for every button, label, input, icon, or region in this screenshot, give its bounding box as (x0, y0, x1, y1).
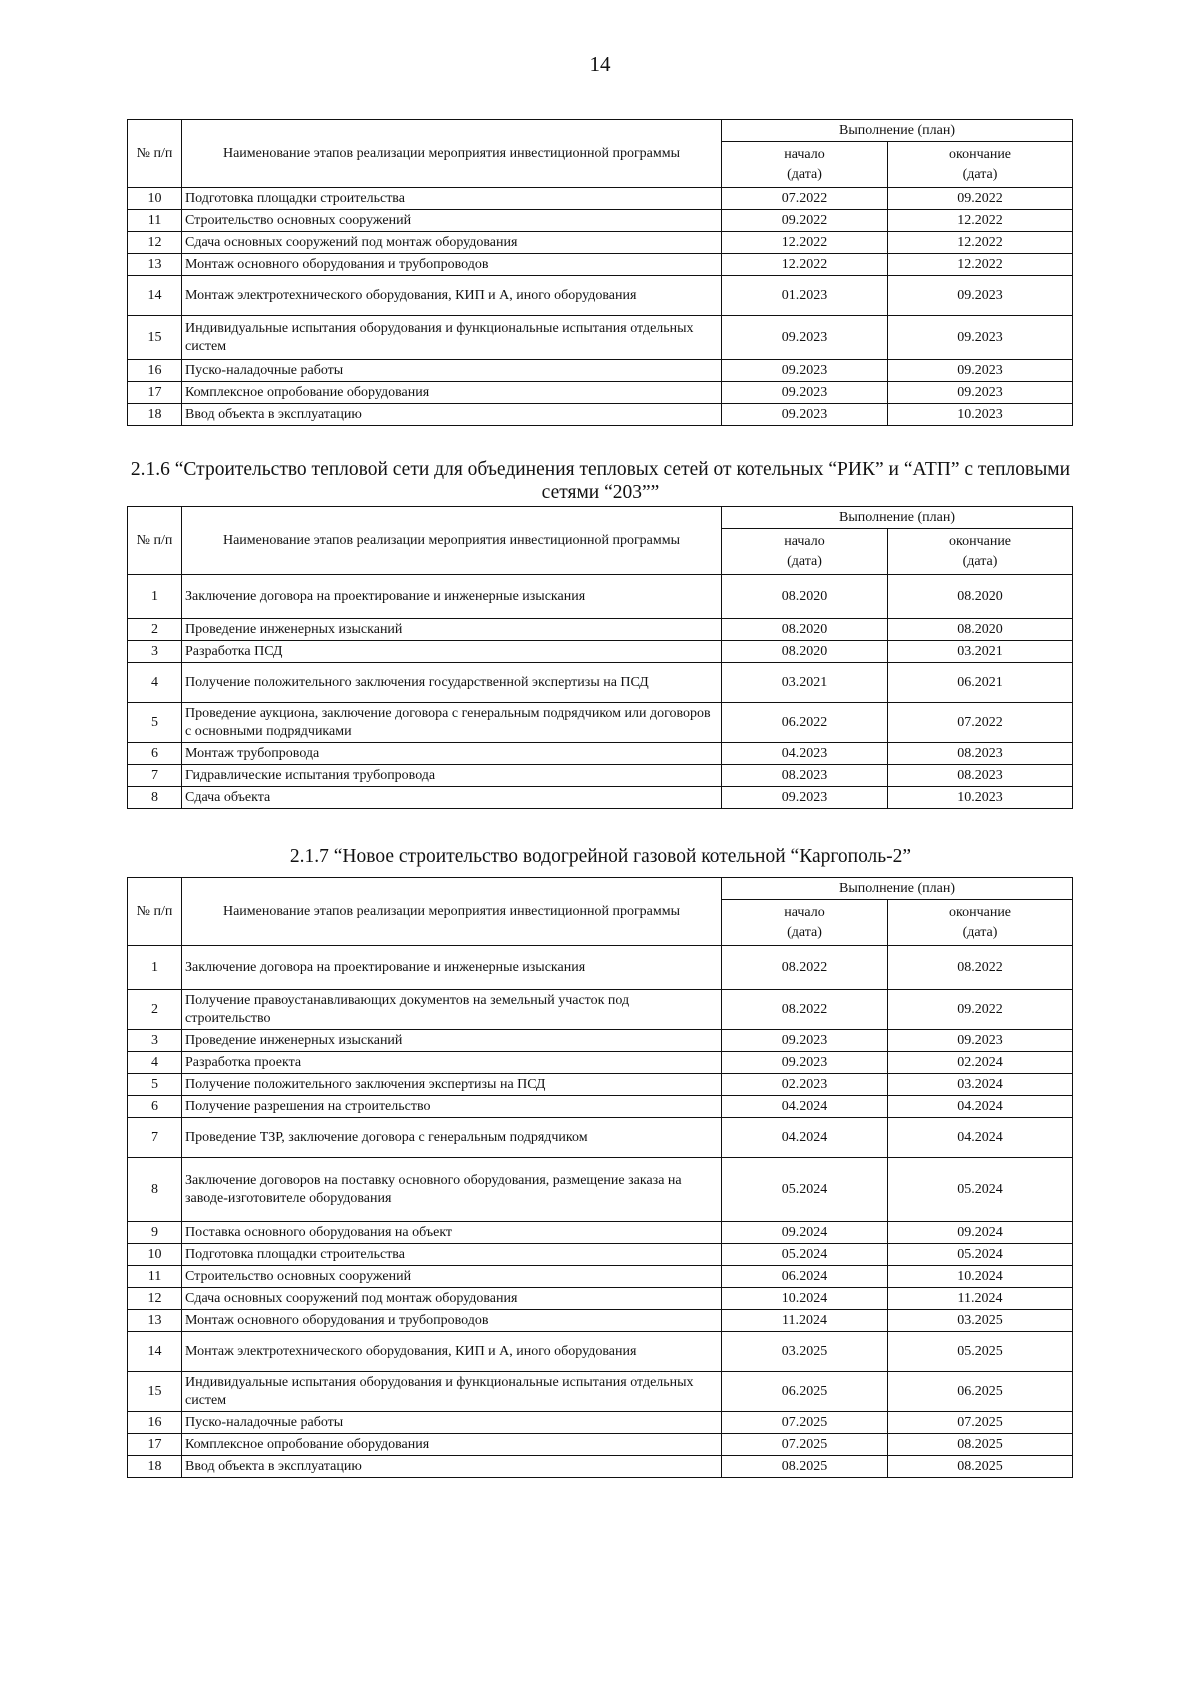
stage-name: Разработка ПСД (182, 641, 722, 663)
start-date: 09.2023 (722, 1030, 888, 1052)
row-number: 1 (128, 575, 182, 619)
end-date: 08.2020 (888, 575, 1073, 619)
stage-name: Комплексное опробование оборудования (182, 382, 722, 404)
col-start-header (722, 529, 888, 575)
end-date: 12.2022 (888, 232, 1073, 254)
table-row (128, 232, 1073, 254)
col-execution-header: Выполнение (план) (722, 878, 1073, 900)
start-date: 08.2023 (722, 765, 888, 787)
table-row (128, 360, 1073, 382)
table-row (128, 1030, 1073, 1052)
table-row (128, 1412, 1073, 1434)
end-date: 08.2022 (888, 946, 1073, 990)
start-date: 09.2023 (722, 360, 888, 382)
end-date: 06.2021 (888, 663, 1073, 703)
end-date: 11.2024 (888, 1288, 1073, 1310)
start-date: 07.2022 (722, 188, 888, 210)
table-row (128, 254, 1073, 276)
end-date: 10.2024 (888, 1266, 1073, 1288)
start-date: 03.2021 (722, 663, 888, 703)
end-date: 09.2024 (888, 1222, 1073, 1244)
col-start-label: начало (784, 533, 825, 549)
start-date: 02.2023 (722, 1074, 888, 1096)
start-date: 08.2025 (722, 1456, 888, 1478)
stage-name: Разработка проекта (182, 1052, 722, 1074)
end-date: 06.2025 (888, 1372, 1073, 1412)
table-row (128, 276, 1073, 316)
start-date: 04.2024 (722, 1096, 888, 1118)
table-row (128, 1456, 1073, 1478)
row-number: 13 (128, 1310, 182, 1332)
row-number: 11 (128, 1266, 182, 1288)
col-end-header (888, 900, 1073, 946)
stage-name: Индивидуальные испытания оборудования и функциональные испытания отдельных систем (182, 1372, 722, 1412)
table-row (128, 1266, 1073, 1288)
stage-name: Индивидуальные испытания оборудования и функциональные испытания отдельных систем (182, 316, 722, 360)
stage-name: Подготовка площадки строительства (182, 1244, 722, 1266)
stage-name: Монтаж электротехнического оборудования, КИП и А, иного оборудования (182, 276, 722, 316)
stage-name: Строительство основных сооружений (182, 210, 722, 232)
row-number: 15 (128, 316, 182, 360)
col-num-header: № п/п (128, 507, 182, 575)
start-date: 08.2022 (722, 946, 888, 990)
stage-name: Монтаж трубопровода (182, 743, 722, 765)
row-number: 4 (128, 663, 182, 703)
row-number: 17 (128, 1434, 182, 1456)
table-row (128, 404, 1073, 426)
row-number: 16 (128, 360, 182, 382)
col-start-header (722, 142, 888, 188)
row-number: 13 (128, 254, 182, 276)
start-date: 12.2022 (722, 232, 888, 254)
table-row (128, 575, 1073, 619)
end-date: 08.2020 (888, 619, 1073, 641)
stage-name: Комплексное опробование оборудования (182, 1434, 722, 1456)
col-num-header: № п/п (128, 878, 182, 946)
start-date: 09.2022 (722, 210, 888, 232)
end-date: 10.2023 (888, 787, 1073, 809)
col-start-header (722, 900, 888, 946)
start-date: 08.2020 (722, 619, 888, 641)
end-date: 07.2022 (888, 703, 1073, 743)
start-date: 04.2024 (722, 1118, 888, 1158)
stage-name: Заключение договора на проектирование и инженерные изыскания (182, 946, 722, 990)
stage-name: Пуско-наладочные работы (182, 360, 722, 382)
start-date: 07.2025 (722, 1412, 888, 1434)
end-date: 09.2023 (888, 1030, 1073, 1052)
table-row (128, 1118, 1073, 1158)
table-row (128, 1310, 1073, 1332)
col-start-unit: (дата) (787, 924, 822, 940)
row-number: 9 (128, 1222, 182, 1244)
table-row (128, 382, 1073, 404)
stage-name: Проведение инженерных изысканий (182, 1030, 722, 1052)
table-row (128, 1372, 1073, 1412)
stage-name: Сдача объекта (182, 787, 722, 809)
end-date: 08.2023 (888, 743, 1073, 765)
start-date: 09.2023 (722, 382, 888, 404)
stage-name: Проведение ТЗР, заключение договора с генеральным подрядчиком (182, 1118, 722, 1158)
col-execution-header: Выполнение (план) (722, 507, 1073, 529)
table-row (128, 188, 1073, 210)
row-number: 10 (128, 1244, 182, 1266)
end-date: 09.2022 (888, 990, 1073, 1030)
end-date: 12.2022 (888, 254, 1073, 276)
stage-name: Ввод объекта в эксплуатацию (182, 1456, 722, 1478)
table-row (128, 787, 1073, 809)
col-name-header: Наименование этапов реализации мероприятия инвестиционной программы (182, 507, 722, 575)
schedule-table-2-1-6 (127, 506, 1073, 809)
col-end-header (888, 142, 1073, 188)
start-date: 05.2024 (722, 1158, 888, 1222)
col-execution-header: Выполнение (план) (722, 120, 1073, 142)
schedule-table-continued (127, 119, 1073, 426)
table-row (128, 1434, 1073, 1456)
start-date: 08.2022 (722, 990, 888, 1030)
row-number: 15 (128, 1372, 182, 1412)
col-start-unit: (дата) (787, 553, 822, 569)
row-number: 14 (128, 1332, 182, 1372)
start-date: 09.2023 (722, 787, 888, 809)
col-end-header (888, 529, 1073, 575)
stage-name: Сдача основных сооружений под монтаж оборудования (182, 1288, 722, 1310)
end-date: 12.2022 (888, 210, 1073, 232)
table-row (128, 703, 1073, 743)
row-number: 5 (128, 1074, 182, 1096)
end-date: 05.2024 (888, 1158, 1073, 1222)
row-number: 3 (128, 1030, 182, 1052)
start-date: 06.2025 (722, 1372, 888, 1412)
row-number: 18 (128, 404, 182, 426)
table-row (128, 946, 1073, 990)
row-number: 17 (128, 382, 182, 404)
header-row (128, 507, 1073, 529)
stage-name: Подготовка площадки строительства (182, 188, 722, 210)
col-start-label: начало (784, 904, 825, 920)
table-row (128, 765, 1073, 787)
start-date: 06.2022 (722, 703, 888, 743)
end-date: 04.2024 (888, 1118, 1073, 1158)
row-number: 12 (128, 1288, 182, 1310)
col-name-header: Наименование этапов реализации мероприятия инвестиционной программы (182, 120, 722, 188)
col-end-unit: (дата) (962, 166, 998, 182)
table-row (128, 1332, 1073, 1372)
stage-name: Поставка основного оборудования на объект (182, 1222, 722, 1244)
row-number: 11 (128, 210, 182, 232)
start-date: 01.2023 (722, 276, 888, 316)
start-date: 03.2025 (722, 1332, 888, 1372)
table-row (128, 1074, 1073, 1096)
header-row (128, 120, 1073, 142)
col-end-label: окончание (948, 533, 1012, 549)
stage-name: Монтаж электротехнического оборудования, КИП и А, иного оборудования (182, 1332, 722, 1372)
table-row (128, 1288, 1073, 1310)
col-end-unit: (дата) (962, 553, 998, 569)
row-number: 7 (128, 1118, 182, 1158)
table-row (128, 743, 1073, 765)
stage-name: Проведение инженерных изысканий (182, 619, 722, 641)
end-date: 04.2024 (888, 1096, 1073, 1118)
table-row (128, 1158, 1073, 1222)
table-row (128, 1244, 1073, 1266)
row-number: 4 (128, 1052, 182, 1074)
table-row (128, 641, 1073, 663)
col-end-label: окончание (948, 146, 1012, 162)
start-date: 08.2020 (722, 641, 888, 663)
start-date: 07.2025 (722, 1434, 888, 1456)
end-date: 02.2024 (888, 1052, 1073, 1074)
end-date: 03.2021 (888, 641, 1073, 663)
row-number: 1 (128, 946, 182, 990)
end-date: 09.2023 (888, 276, 1073, 316)
end-date: 05.2025 (888, 1332, 1073, 1372)
row-number: 2 (128, 619, 182, 641)
stage-name: Гидравлические испытания трубопровода (182, 765, 722, 787)
page-number: 14 (589, 52, 611, 76)
col-start-label: начало (784, 146, 825, 162)
row-number: 12 (128, 232, 182, 254)
row-number: 6 (128, 743, 182, 765)
table-row (128, 1052, 1073, 1074)
table-row (128, 1096, 1073, 1118)
table-row (128, 316, 1073, 360)
row-number: 14 (128, 276, 182, 316)
start-date: 09.2023 (722, 1052, 888, 1074)
col-num-header: № п/п (128, 120, 182, 188)
start-date: 09.2023 (722, 404, 888, 426)
col-end-unit: (дата) (962, 924, 998, 940)
end-date: 03.2024 (888, 1074, 1073, 1096)
row-number: 5 (128, 703, 182, 743)
row-number: 16 (128, 1412, 182, 1434)
row-number: 7 (128, 765, 182, 787)
stage-name: Проведение аукциона, заключение договора с генеральным подрядчиком или договоров с основными подрядчиками (182, 703, 722, 743)
table-row (128, 663, 1073, 703)
stage-name: Получение положительного заключения государственной экспертизы на ПСД (182, 663, 722, 703)
schedule-table-2-1-7 (127, 877, 1073, 1478)
row-number: 8 (128, 787, 182, 809)
start-date: 06.2024 (722, 1266, 888, 1288)
stage-name: Заключение договора на проектирование и инженерные изыскания (182, 575, 722, 619)
row-number: 8 (128, 1158, 182, 1222)
table-row (128, 210, 1073, 232)
row-number: 2 (128, 990, 182, 1030)
end-date: 09.2023 (888, 360, 1073, 382)
col-end-label: окончание (948, 904, 1012, 920)
row-number: 10 (128, 188, 182, 210)
table-row (128, 1222, 1073, 1244)
row-number: 6 (128, 1096, 182, 1118)
start-date: 09.2024 (722, 1222, 888, 1244)
stage-name: Сдача основных сооружений под монтаж оборудования (182, 232, 722, 254)
col-name-header: Наименование этапов реализации мероприятия инвестиционной программы (182, 878, 722, 946)
end-date: 09.2023 (888, 382, 1073, 404)
start-date: 09.2023 (722, 316, 888, 360)
table-row (128, 619, 1073, 641)
end-date: 08.2023 (888, 765, 1073, 787)
end-date: 08.2025 (888, 1456, 1073, 1478)
stage-name: Монтаж основного оборудования и трубопроводов (182, 1310, 722, 1332)
stage-name: Получение положительного заключения экспертизы на ПСД (182, 1074, 722, 1096)
start-date: 04.2023 (722, 743, 888, 765)
stage-name: Строительство основных сооружений (182, 1266, 722, 1288)
stage-name: Получение правоустанавливающих документов на земельный участок под строительство (182, 990, 722, 1030)
start-date: 12.2022 (722, 254, 888, 276)
end-date: 10.2023 (888, 404, 1073, 426)
stage-name: Получение разрешения на строительство (182, 1096, 722, 1118)
end-date: 08.2025 (888, 1434, 1073, 1456)
end-date: 07.2025 (888, 1412, 1073, 1434)
section-title-2-1-7: 2.1.7 “Новое строительство водогрейной газовой котельной “Каргополь-2” (289, 846, 912, 867)
end-date: 05.2024 (888, 1244, 1073, 1266)
col-start-unit: (дата) (787, 166, 822, 182)
row-number: 18 (128, 1456, 182, 1478)
table-row (128, 990, 1073, 1030)
stage-name: Заключение договоров на поставку основного оборудования, размещение заказа на заводе-изготовителе оборудования (182, 1158, 722, 1222)
start-date: 11.2024 (722, 1310, 888, 1332)
end-date: 03.2025 (888, 1310, 1073, 1332)
stage-name: Пуско-наладочные работы (182, 1412, 722, 1434)
start-date: 10.2024 (722, 1288, 888, 1310)
stage-name: Ввод объекта в эксплуатацию (182, 404, 722, 426)
end-date: 09.2023 (888, 316, 1073, 360)
start-date: 05.2024 (722, 1244, 888, 1266)
row-number: 3 (128, 641, 182, 663)
stage-name: Монтаж основного оборудования и трубопроводов (182, 254, 722, 276)
section-title-2-1-6: 2.1.6 “Строительство тепловой сети для объединения тепловых сетей от котельных “РИК” и “АТП” с тепловыми сетями “203”” (130, 459, 1071, 503)
header-row (128, 878, 1073, 900)
end-date: 09.2022 (888, 188, 1073, 210)
start-date: 08.2020 (722, 575, 888, 619)
